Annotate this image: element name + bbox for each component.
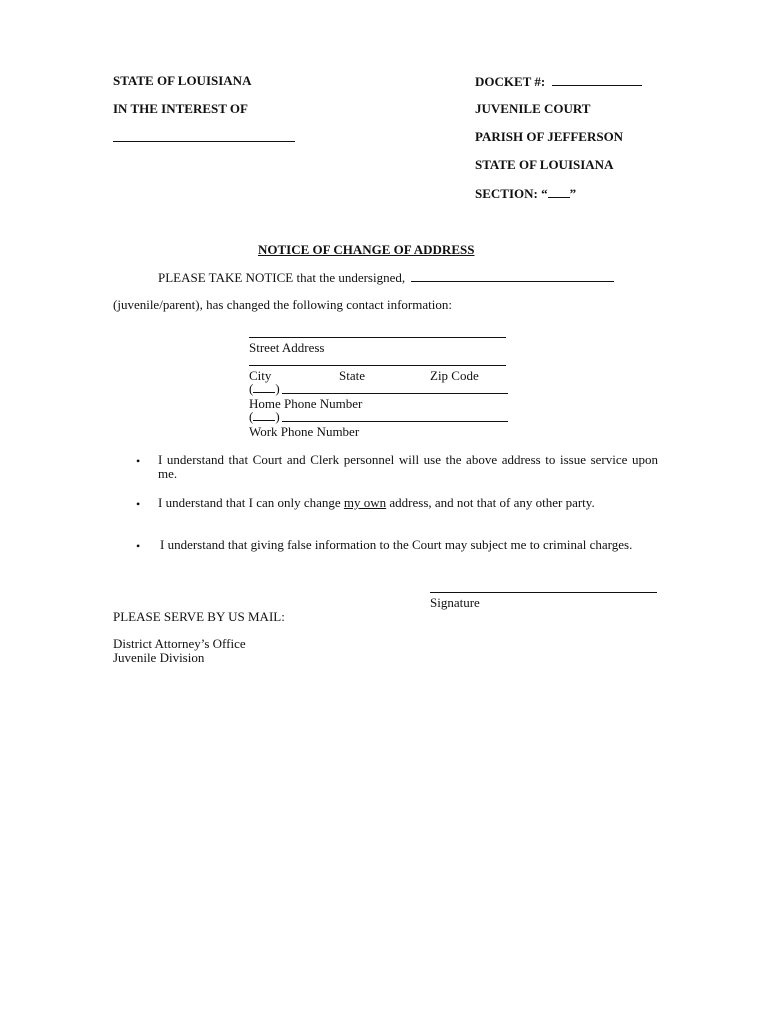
bullet-2-post: address, and not that of any other party. — [386, 495, 595, 510]
zip-code-label: Zip Code — [430, 368, 479, 383]
bullet-icon: • — [136, 497, 141, 511]
work-phone-blank[interactable] — [282, 421, 508, 422]
home-phone-blank[interactable] — [282, 393, 508, 394]
section-prefix: SECTION: “ — [475, 186, 548, 201]
city-state-zip-blank[interactable] — [249, 365, 506, 366]
header-parish: PARISH OF JEFFERSON — [475, 129, 624, 144]
street-address-label: Street Address — [249, 340, 325, 355]
bullet-item-3 — [136, 538, 658, 568]
section-blank[interactable] — [548, 185, 570, 198]
header-state-right: STATE OF LOUISIANA — [475, 157, 614, 172]
document-title: NOTICE OF CHANGE OF ADDRESS — [258, 242, 475, 257]
signature-label: Signature — [430, 595, 480, 610]
section-row — [475, 185, 576, 202]
docket-number-blank[interactable] — [552, 73, 642, 86]
serve-heading: PLEASE SERVE BY US MAIL: — [113, 609, 285, 624]
bullet-icon: • — [136, 539, 141, 553]
header-interest-of: IN THE INTEREST OF — [113, 101, 248, 116]
bullet-2-emphasis: my own — [343, 495, 387, 510]
bullet-text-1: I understand that Court and Clerk personnel will use the above address to issue service upon me. — [158, 452, 658, 481]
header-court: JUVENILE COURT — [475, 101, 591, 116]
bullet-icon: • — [136, 454, 141, 468]
signature-blank[interactable] — [430, 592, 657, 593]
bullet-text-3: I understand that giving false information to the Court may subject me to criminal charges. — [160, 537, 633, 552]
notice-line-2: (juvenile/parent), has changed the following contact information: — [113, 297, 452, 312]
docket-label: DOCKET #: — [475, 74, 546, 89]
bullet-item-2 — [136, 496, 658, 526]
home-phone-label: Home Phone Number — [249, 396, 363, 411]
docket-row — [475, 73, 642, 90]
serve-line-1: District Attorney’s Office — [113, 636, 246, 651]
serve-line-2: Juvenile Division — [113, 650, 205, 665]
home-phone-area-code[interactable]: ( ) — [249, 381, 280, 396]
state-label: State — [339, 368, 365, 383]
header-state-left: STATE OF LOUISIANA — [113, 73, 252, 88]
section-suffix: ” — [569, 186, 577, 201]
work-phone-area-code[interactable]: ( ) — [249, 409, 280, 424]
notice-text: PLEASE TAKE NOTICE that the undersigned, — [158, 270, 406, 285]
bullet-item-1 — [136, 453, 658, 483]
work-phone-label: Work Phone Number — [249, 424, 360, 439]
juvenile-name-blank[interactable] — [113, 141, 295, 142]
undersigned-name-blank[interactable] — [411, 269, 614, 282]
street-address-blank[interactable] — [249, 337, 506, 338]
notice-line-1 — [158, 269, 614, 286]
bullet-text-2 — [158, 496, 658, 510]
bullet-2-pre: I understand that I can only change — [158, 495, 344, 510]
city-label: City — [249, 368, 272, 383]
